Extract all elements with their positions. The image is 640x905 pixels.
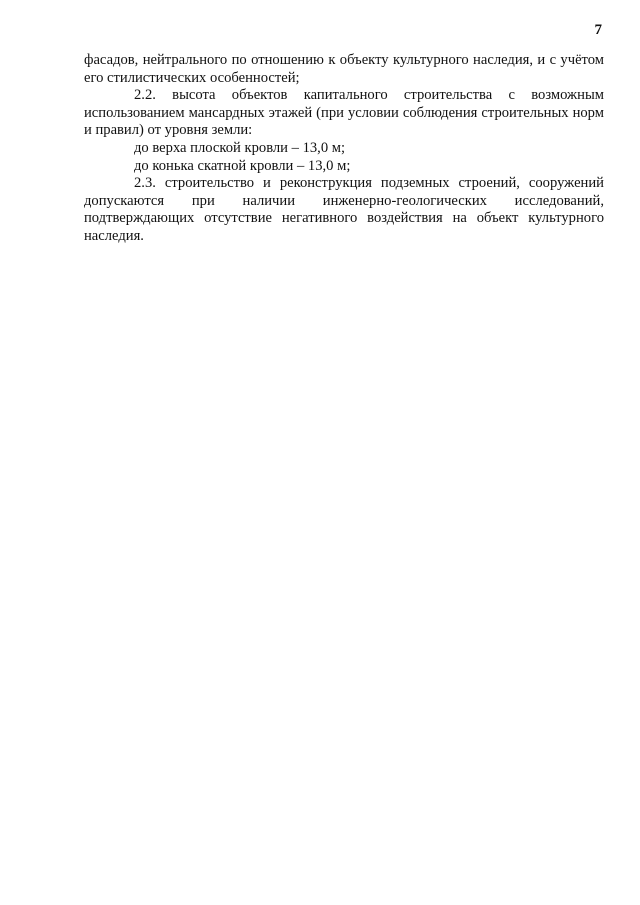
paragraph-item-2-3: 2.3. строительство и реконструкция подземных строений, сооружений допускаются при наличии инженерно-геологических исследований, подтверждающих отсутствие негативного воздействия на объект культурного наследия. [84,175,604,244]
paragraph-continuation: фасадов, нейтрального по отношению к объекту культурного наследия, и с учётом его стилистических особенностей; [84,52,604,86]
height-pitched-roof: до конька скатной кровли – 13,0 м; [134,157,351,174]
height-flat-roof: до верха плоской кровли – 13,0 м; [134,139,346,156]
page-number: 7 [594,22,602,38]
paragraph-item-2-2: 2.2. высота объектов капитального строительства с возможным использованием мансардных этажей (при условии соблюдения строительных норм и правил) от уровня земли: [84,87,604,139]
document-body [84,52,604,246]
